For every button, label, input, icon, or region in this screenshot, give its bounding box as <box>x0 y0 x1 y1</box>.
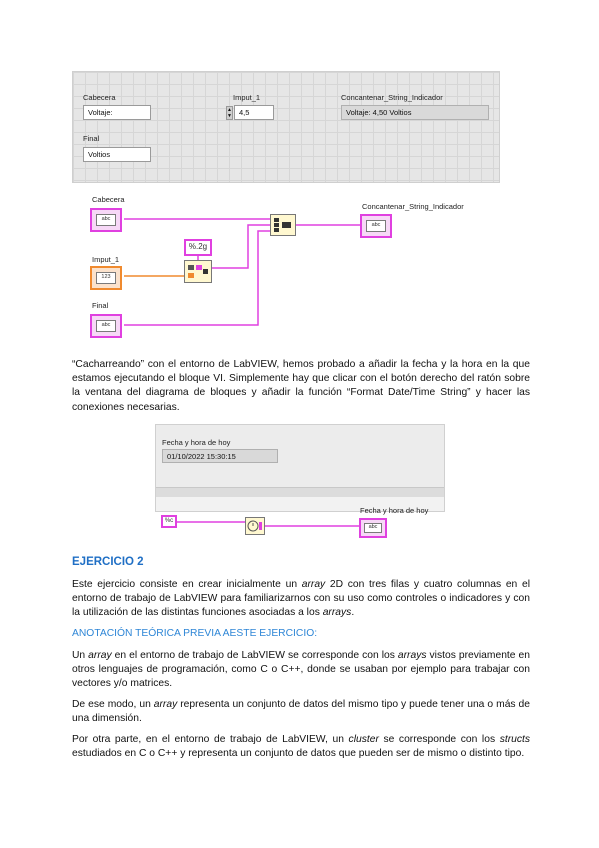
string-type-tag: abc <box>364 523 382 533</box>
em-text: cluster <box>348 734 379 745</box>
text: estudiados en C o C++ y representa un conjunto de datos que pueden ser de mismo o distinto tipo. <box>72 748 525 760</box>
bd-cabecera-terminal[interactable] <box>90 208 122 232</box>
paragraph-array-definition <box>72 649 530 692</box>
bd-concat-indicator-terminal[interactable] <box>360 214 392 238</box>
subheading: ANOTACIÓN TEÓRICA PREVIA AESTE EJERCICIO: <box>72 628 318 639</box>
bd-final-label: Final <box>92 301 109 310</box>
concat-indicator-label: Concantenar_String_Indicador <box>341 93 443 102</box>
paragraph-datetime-intro: “Cacharreando” con el entorno de LabVIEW, hemos probado a añadir la fecha y la hora en la que estamos ejecutando el bloque VI. Simplemente hay que clicar con el botón derecho del ratón sobre la ventana del diagrama de bloques y añadir la función “Format Date/Time String” y hacer las conexiones necesarias. <box>72 359 530 413</box>
increment-decrement-arrows[interactable]: ▲ ▼ <box>227 106 232 119</box>
em-text: arrays <box>322 607 352 619</box>
format-function-icon <box>185 261 211 282</box>
bd-datetime-indicator-terminal[interactable] <box>359 518 387 538</box>
final-string-control[interactable]: Voltios <box>83 147 151 162</box>
format-string-constant[interactable]: %.2g <box>184 239 212 256</box>
em-text: arrays <box>397 650 427 661</box>
text: Este ejercicio consiste en crear inicialmente un <box>72 579 302 590</box>
bd-cabecera-label: Cabecera <box>92 195 125 204</box>
numeric-type-tag: 123 <box>96 272 116 284</box>
format-into-string-function[interactable] <box>184 260 212 283</box>
text: . <box>351 607 355 619</box>
block-diagram-1 <box>72 188 502 348</box>
concatenate-strings-function[interactable] <box>270 214 296 236</box>
text: De ese modo, un <box>72 699 154 710</box>
paragraph-array-dimensions <box>72 698 530 726</box>
datetime-label: Fecha y hora de hoy <box>162 438 231 447</box>
text: se corresponde con los <box>378 734 500 745</box>
text: Un <box>72 650 89 661</box>
bd-final-terminal[interactable] <box>90 314 122 338</box>
paragraph-exercise-description <box>72 578 530 621</box>
bd-imput-terminal[interactable] <box>90 266 122 290</box>
em-text: array <box>301 579 326 590</box>
string-type-tag: abc <box>96 320 116 332</box>
format-datetime-function[interactable] <box>245 517 265 535</box>
text: Por otra parte, en el entorno de trabajo de LabVIEW, un <box>72 734 349 745</box>
string-type-tag: abc <box>366 220 386 232</box>
em-text: array <box>88 650 112 661</box>
text: 2D con tres filas y cuatro columnas en el entorno de trabajo de LabVIEW para familiarizarnos con su uso como controles o indicadores y con la utilización de las distintas funciones asociadas a los <box>72 579 530 619</box>
text: vistos previamente en otros lenguajes de programación, como C o C++, donde se usaban por ejemplo para trabajar con vectores y/o matrices. <box>72 650 530 690</box>
string-type-tag: abc <box>96 214 116 226</box>
text: representa un conjunto de datos del mismo tipo y puede tener una o más de una dimensión. <box>72 699 531 725</box>
bd-datetime-label: Fecha y hora de hoy <box>360 506 429 515</box>
format-c-constant[interactable]: %c <box>161 515 177 528</box>
bd-concat-label: Concantenar_String_Indicador <box>362 202 464 211</box>
front-panel-2 <box>155 424 445 512</box>
clock-format-icon <box>246 518 264 534</box>
front-panel-1 <box>72 71 500 183</box>
section-title: EJERCICIO 2 <box>72 556 144 568</box>
datetime-indicator: 01/10/2022 15:30:15 <box>162 449 278 463</box>
imput-label: Imput_1 <box>233 93 261 102</box>
em-text: array <box>153 699 178 710</box>
concat-string-indicator: Voltaje: 4,50 Voltios <box>341 105 489 120</box>
final-label: Final <box>83 134 100 143</box>
imput-value[interactable]: 4,5 <box>234 105 274 120</box>
em-text: structs <box>499 734 531 745</box>
concatenate-icon <box>271 215 295 235</box>
imput-numeric-control[interactable] <box>226 105 274 120</box>
paragraph-cluster-definition <box>72 733 530 761</box>
block-diagram-1-wires <box>72 188 502 348</box>
cabecera-string-control[interactable]: Voltaje: <box>83 105 151 120</box>
cabecera-label: Cabecera <box>83 93 116 102</box>
block-diagram-2 <box>155 506 445 546</box>
text: en el entorno de trabajo de LabVIEW se corresponde con los <box>111 650 398 661</box>
bd-imput-label: Imput_1 <box>92 255 120 264</box>
